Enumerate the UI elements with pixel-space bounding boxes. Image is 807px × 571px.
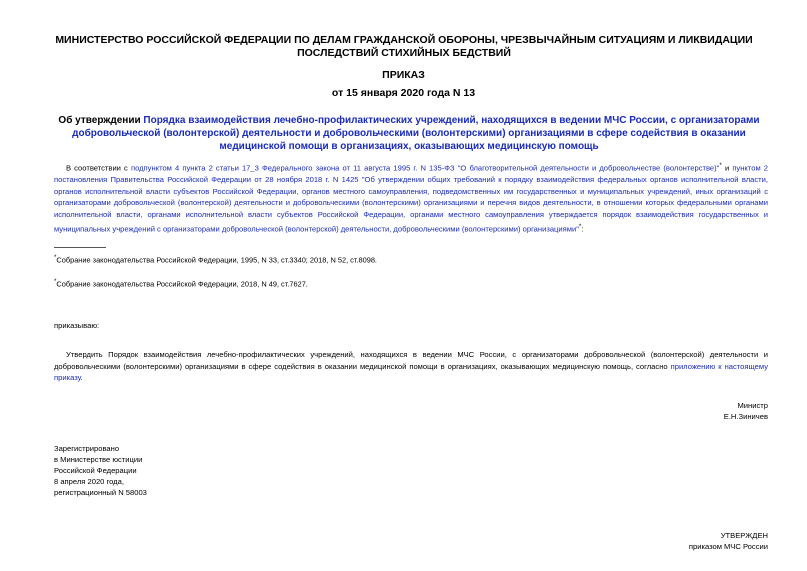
registration-line-4: 8 апреля 2020 года, [54,477,124,486]
approve-text-1: Утвердить Порядок взаимодействия лечебно-профилактических учреждений, находящихся в ведении МЧС России, с организаторами добровольческой (волонтерской) деятельности и добровольческими (волонтерскими) организациями в сфере содействия в оказании медицинской помощи в организациях, оказывающих медицинскую помощь, согласно [54,350,768,371]
signer-block [724,400,768,422]
approved-line-1: УТВЕРЖДЕН [720,531,768,540]
order-label: ПРИКАЗ [382,69,425,81]
registration-line-5: регистрационный N 58003 [54,488,147,497]
approve-paragraph [54,349,768,384]
registration-line-3: Российской Федерации [54,466,137,475]
approve-text-2: . [80,373,83,383]
footnote-1-text: Собрание законодательства Российской Федерации, 1995, N 33, ст.3340; 2018, N 52, ст.8098. [56,255,377,265]
ministry-name: МИНИСТЕРСТВО РОССИЙСКОЙ ФЕДЕРАЦИИ ПО ДЕЛАМ ГРАЖДАНСКОЙ ОБОРОНЫ, ЧРЕЗВЫЧАЙНЫМ СИТУАЦИЯМ И ЛИКВИДАЦИИ ПОСЛЕДСТВИЙ СТИХИЙНЫХ БЕДСТВИЙ [55,34,753,59]
order-date: от 15 января 2020 года N 13 [331,87,476,99]
registration-block [54,443,147,498]
intro-text-2: и [721,163,733,173]
decree-link[interactable]: пунктом 2 постановления Правительства Российской Федерации от 28 ноября 2018 г. N 1425 "Об утверждении общих требований к порядку взаимодействия федеральных органов исполнительной власти, органов исполнительной власти субъектов Российской Федерации, органов местного самоуправления, подведомственных им государственных и муниципальных учреждений, иных организаций с организаторами добровольческой (волонтерской) деятельности и добровольческими (волонтерскими) организациями и перечня видов деятельности, в отношении которых федеральными органами исполнительной власти, органами исполнительной власти субъектов Российской Федерации, органами местного самоуправления утверждается порядок взаимодействия государственных и муниципальных учреждений с организаторами добровольческой (волонтерской) деятельности, добровольческими (волонтерскими) организациями" [54,163,768,234]
footnote-separator [54,247,106,248]
approved-block [689,530,768,552]
footnote-2 [54,278,308,288]
footnote-2-text: Собрание законодательства Российской Федерации, 2018, N 49, ст.7627. [56,279,308,289]
intro-text-3: : [581,224,584,234]
appendix-link[interactable]: приложению к настоящему приказу [54,361,768,383]
document-title [54,114,764,153]
registration-line-2: в Министерстве юстиции [54,455,143,464]
order-word: приказываю: [54,321,100,330]
signer-name: Е.Н.Зиничев [723,412,768,421]
footnote-1 [54,254,377,264]
footnote-ref-1: * [719,162,722,169]
intro-paragraph [54,160,768,235]
title-link[interactable]: Порядка взаимодействия лечебно-профилактических учреждений, находящихся в ведении МЧС России, с организаторами добровольческой (волонтерской) деятельности и добровольческими (волонтерскими) организациями в сфере содействия в оказании медицинской помощи в организациях, оказывающих медицинскую помощь [72,115,760,152]
approved-line-2: приказом МЧС России [688,542,768,551]
title-prefix: Об утверждении [58,115,144,126]
intro-text-1: В соответствии с [66,163,131,173]
law-link[interactable]: подпунктом 4 пункта 2 статьи 17_3 Федерального закона от 11 августа 1995 г. N 135-ФЗ "О благотворительной деятельности и добровольчестве (волонтерстве)" [130,163,720,173]
registration-line-1: Зарегистрировано [54,444,120,453]
footnote-ref-2: * [578,222,582,230]
signer-title: Министр [737,401,768,410]
footnote-1-mark: * [54,254,57,261]
footnote-2-mark: * [54,278,57,285]
